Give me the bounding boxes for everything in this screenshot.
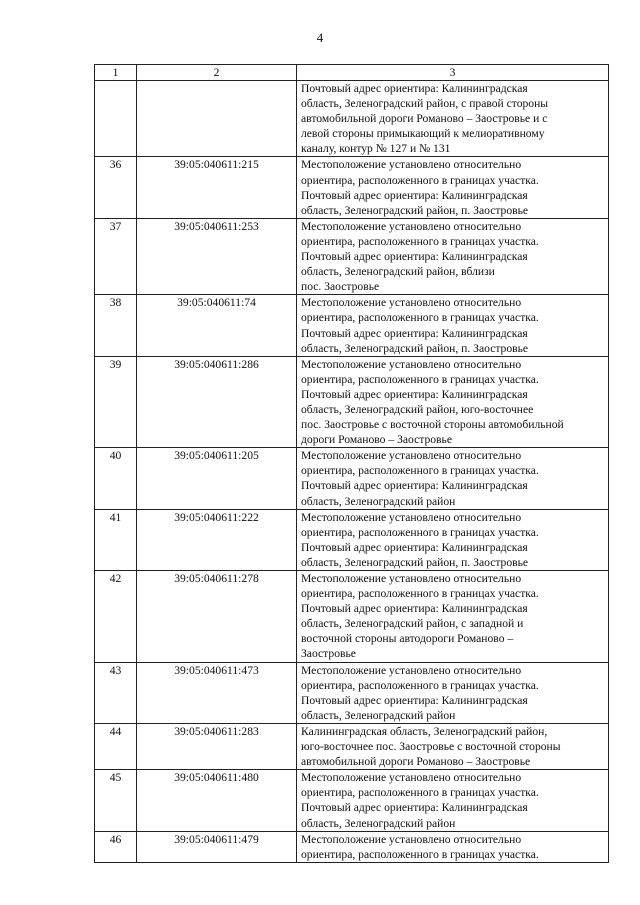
row-number: 41: [95, 509, 137, 570]
row-number: 38: [95, 295, 137, 356]
description-line: Местоположение установлено относительно: [301, 663, 522, 677]
row-number: 42: [95, 571, 137, 663]
description-line: область, Зеленоградский район, с западной и: [301, 617, 524, 631]
description-line: Почтовый адрес ориентира: Калининградская: [301, 801, 528, 815]
location-description: [297, 157, 609, 218]
row-number: 45: [95, 770, 137, 831]
description-line: область, Зеленоградский район: [301, 816, 456, 830]
description-line: Почтовый адрес ориентира: Калининградская: [301, 693, 528, 707]
description-line: область, Зеленоградский район, п. Заостровье: [301, 203, 529, 217]
page-number: 4: [316, 30, 324, 45]
table-row: [95, 218, 609, 294]
description-line: Местоположение установлено относительно: [301, 572, 522, 585]
description-line: юго-восточнее пос. Заостровье с восточной стороны: [301, 740, 561, 754]
table-body: [95, 81, 609, 863]
description-line: автомобильной дороги Романово – Заостровье: [301, 755, 531, 769]
description-line: ориентира, расположенного в границах участка.: [301, 847, 539, 861]
table-row: [95, 295, 609, 356]
description-line: Почтовый адрес ориентира: Калининградская: [301, 540, 528, 554]
parcel-table: [94, 64, 609, 863]
column-header-number: 1: [95, 65, 137, 81]
cadastral-number: 39:05:040611:278: [137, 571, 297, 663]
row-number: 36: [95, 157, 137, 218]
description-line: ориентира, расположенного в границах участка.: [301, 311, 539, 325]
cadastral-number: 39:05:040611:215: [137, 157, 297, 218]
table-row: [95, 770, 609, 831]
description-line: Почтовый адрес ориентира: Калининградская: [301, 188, 528, 202]
description-line: ориентира, расположенного в границах участка.: [301, 372, 539, 386]
row-number: [95, 81, 137, 157]
row-number: 39: [95, 356, 137, 448]
cadastral-number: 39:05:040611:286: [137, 356, 297, 448]
description-line: область, Зеленоградский район, юго-восточнее: [301, 402, 534, 416]
description-line: область, Зеленоградский район, вблизи: [301, 265, 495, 279]
description-line: пос. Заостровье с восточной стороны автомобильной: [301, 418, 564, 432]
description-line: ориентира, расположенного в границах участка.: [301, 525, 539, 539]
table-row: [95, 571, 609, 663]
location-description: [297, 81, 609, 157]
description-line: Местоположение установлено относительно: [301, 296, 522, 310]
table-row: [95, 831, 609, 862]
description-line: ориентира, расположенного в границах участка.: [301, 678, 539, 692]
cadastral-number: 39:05:040611:473: [137, 662, 297, 723]
row-number: 43: [95, 662, 137, 723]
description-line: ориентира, расположенного в границах участка.: [301, 234, 539, 248]
location-description: [297, 295, 609, 356]
cadastral-number: 39:05:040611:479: [137, 831, 297, 862]
description-line: ориентира, расположенного в границах участка.: [301, 587, 539, 601]
description-line: область, Зеленоградский район, п. Заостровье: [301, 555, 529, 569]
description-line: область, Зеленоградский район, п. Заостровье: [301, 341, 529, 355]
row-number: 46: [95, 831, 137, 862]
description-line: область, Зеленоградский район, с правой стороны: [301, 97, 549, 111]
table-row: [95, 448, 609, 509]
description-line: Местоположение установлено относительно: [301, 832, 522, 846]
location-description: [297, 831, 609, 862]
description-line: Местоположение установлено относительно: [301, 771, 522, 785]
description-line: дороги Романово – Заостровье: [301, 433, 452, 447]
description-line: каналу, контур № 127 и № 131: [301, 142, 451, 156]
description-line: Почтовый адрес ориентира: Калининградская: [301, 387, 528, 401]
location-description: [297, 770, 609, 831]
cadastral-number: [137, 81, 297, 157]
location-description: [297, 509, 609, 570]
description-line: Заостровье: [301, 647, 356, 661]
description-line: ориентира, расположенного в границах участка.: [301, 173, 539, 187]
location-description: [297, 571, 609, 663]
table-header: [95, 65, 609, 81]
column-header-description: 3: [297, 65, 609, 81]
description-line: Почтовый адрес ориентира: Калининградская: [301, 82, 528, 95]
cadastral-number: 39:05:040611:253: [137, 218, 297, 294]
table-row: [95, 157, 609, 218]
location-description: [297, 723, 609, 769]
column-header-cadastral: 2: [137, 65, 297, 81]
description-line: Местоположение установлено относительно: [301, 449, 522, 463]
description-line: восточной стороны автодороги Романово –: [301, 632, 514, 646]
description-line: Местоположение установлено относительно: [301, 219, 522, 233]
row-number: 37: [95, 218, 137, 294]
cadastral-number: 39:05:040611:74: [137, 295, 297, 356]
location-description: [297, 448, 609, 509]
description-line: ориентира, расположенного в границах участка.: [301, 786, 539, 800]
location-description: [297, 662, 609, 723]
table-row: [95, 356, 609, 448]
location-description: [297, 356, 609, 448]
table-row: [95, 662, 609, 723]
description-line: область, Зеленоградский район: [301, 708, 456, 722]
description-line: Местоположение установлено относительно: [301, 158, 522, 172]
description-line: пос. Заостровье: [301, 280, 380, 294]
description-line: Калининградская область, Зеленоградский район,: [301, 724, 548, 738]
cadastral-number: 39:05:040611:283: [137, 723, 297, 769]
description-line: Почтовый адрес ориентира: Калининградская: [301, 479, 528, 493]
table-row: [95, 81, 609, 157]
description-line: Местоположение установлено относительно: [301, 357, 522, 371]
table-row: [95, 509, 609, 570]
description-line: левой стороны примыкающий к мелиоративному: [301, 127, 545, 141]
description-line: Местоположение установлено относительно: [301, 510, 522, 524]
description-line: область, Зеленоградский район: [301, 494, 456, 508]
description-line: ориентира, расположенного в границах участка.: [301, 464, 539, 478]
description-line: Почтовый адрес ориентира: Калининградская: [301, 602, 528, 616]
row-number: 44: [95, 723, 137, 769]
description-line: Почтовый адрес ориентира: Калининградская: [301, 250, 528, 264]
row-number: 40: [95, 448, 137, 509]
cadastral-number: 39:05:040611:205: [137, 448, 297, 509]
location-description: [297, 218, 609, 294]
description-line: Почтовый адрес ориентира: Калининградская: [301, 326, 528, 340]
cadastral-number: 39:05:040611:480: [137, 770, 297, 831]
description-line: автомобильной дороги Романово – Заостровье и с: [301, 112, 548, 126]
header-row: [95, 65, 609, 81]
cadastral-number: 39:05:040611:222: [137, 509, 297, 570]
table-row: [95, 723, 609, 769]
